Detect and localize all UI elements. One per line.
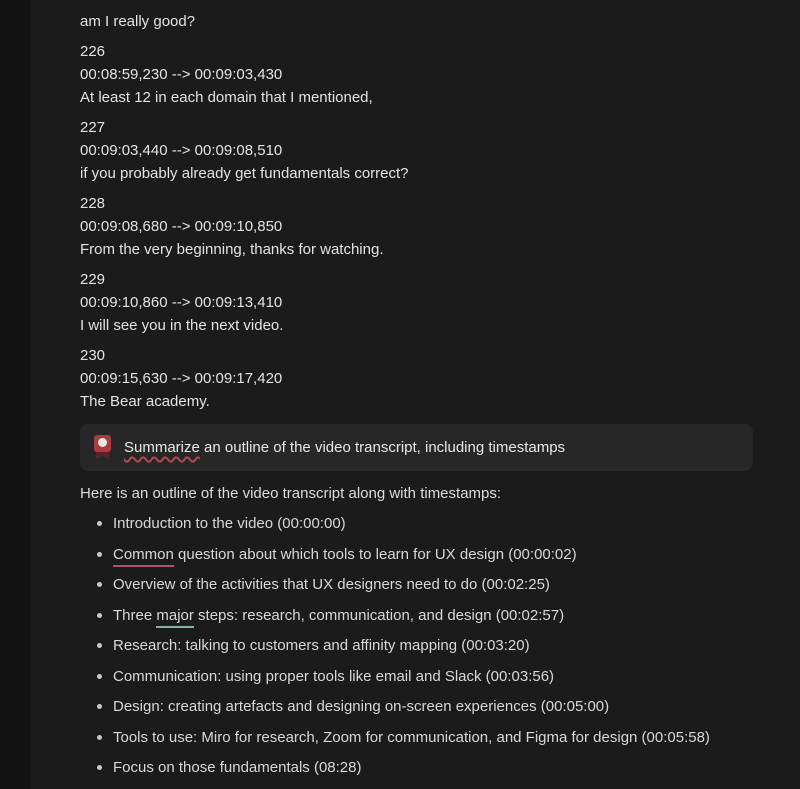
outline-item: Communication: using proper tools like email and Slack (00:03:56) [80, 666, 780, 687]
response-intro-line: Here is an outline of the video transcript along with timestamps: [80, 485, 502, 502]
srt-index: 226 [80, 43, 106, 60]
document-area[interactable] [30, 0, 800, 789]
pin-marker-icon [94, 435, 111, 461]
srt-timing: 00:09:15,630 --> 00:09:17,420 [80, 370, 283, 387]
srt-text: The Bear academy. [80, 393, 210, 410]
outline-item: Common question about which tools to learn for UX design (00:00:02) [80, 544, 780, 565]
srt-text: I will see you in the next video. [80, 317, 284, 334]
srt-index: 227 [80, 119, 106, 136]
srt-index: 229 [80, 271, 106, 288]
srt-timing: 00:09:03,440 --> 00:09:08,510 [80, 142, 283, 159]
prompt-rest-text: an outline of the video transcript, including timestamps [199, 439, 566, 456]
outline-item: Design: creating artefacts and designing on-screen experiences (00:05:00) [80, 696, 780, 717]
srt-text: From the very beginning, thanks for watching. [80, 241, 384, 258]
outline-list [80, 513, 780, 778]
srt-timing: 00:09:08,680 --> 00:09:10,850 [80, 218, 283, 235]
transcript-section [80, 40, 780, 413]
srt-timing: 00:08:59,230 --> 00:09:03,430 [80, 66, 283, 83]
highlighted-phrase: major [156, 607, 194, 628]
srt-entry [80, 116, 780, 185]
srt-entry [80, 192, 780, 261]
prompt-highlighted-word: Summarize [124, 439, 200, 456]
srt-index: 230 [80, 347, 106, 364]
srt-timing: 00:09:10,860 --> 00:09:13,410 [80, 294, 283, 311]
srt-entry [80, 268, 780, 337]
outline-item: Three major steps: research, communication, and design (00:02:57) [80, 605, 780, 626]
outline-item: Overview of the activities that UX designers need to do (00:02:25) [80, 574, 780, 595]
outline-item: Tools to use: Miro for research, Zoom for communication, and Figma for design (00:05:58) [80, 727, 780, 748]
srt-text: if you probably already get fundamentals correct? [80, 165, 409, 182]
srt-text: At least 12 in each domain that I mentioned, [80, 89, 373, 106]
highlighted-phrase: Common [113, 546, 174, 567]
prompt-text [124, 437, 565, 458]
transcript-continuation-line: am I really good? [80, 13, 196, 30]
outline-item: Introduction to the video (00:00:00) [80, 513, 780, 534]
srt-entry [80, 40, 780, 109]
outline-item: Research: talking to customers and affinity mapping (00:03:20) [80, 635, 780, 656]
summarize-prompt-card[interactable] [80, 424, 753, 471]
srt-entry [80, 344, 780, 413]
srt-index: 228 [80, 195, 106, 212]
outline-item: Focus on those fundamentals (08:28) [80, 757, 780, 778]
